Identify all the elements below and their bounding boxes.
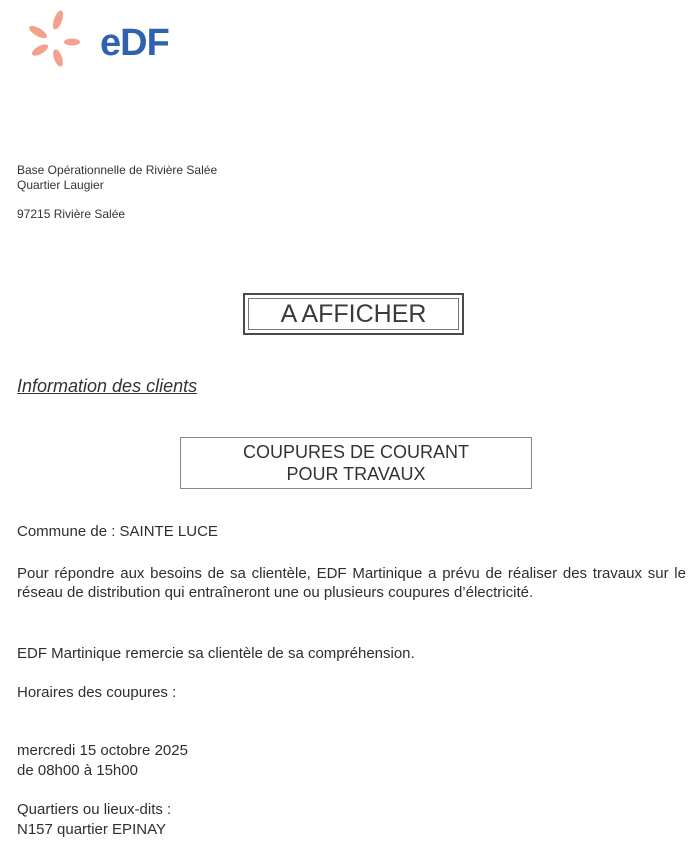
afficher-label: A AFFICHER [248,298,459,330]
commune-line: Commune de : SAINTE LUCE [17,523,218,540]
coupures-box [180,437,532,489]
address-line: Quartier Laugier [17,178,104,192]
intro-paragraph: Pour répondre aux besoins de sa clientèle, EDF Martinique a prévu de réaliser des travaux sur le réseau de distribution qui entraîneront une ou plusieurs coupures d’électricité. [17,565,686,601]
sender-address [17,163,217,222]
address-line: Base Opérationnelle de Rivière Salée [17,163,218,177]
outage-date: mercredi 15 octobre 2025 [17,742,188,759]
edf-flower-icon [20,6,90,70]
thanks-line: EDF Martinique remercie sa clientèle de sa compréhension. [17,645,415,662]
quartiers-label: Quartiers ou lieux-dits : [17,801,172,818]
coupures-line: COUPURES DE COURANT [242,442,470,462]
coupures-line: POUR TRAVAUX [286,464,426,484]
edf-logo [20,6,190,70]
edf-wordmark: eDF [100,22,169,64]
quartier-value: N157 quartier EPINAY [17,821,166,838]
afficher-box [243,293,464,335]
address-line: 97215 Rivière Salée [17,207,126,221]
outage-time: de 08h00 à 15h00 [17,762,138,779]
info-title: Information des clients [17,376,198,396]
horaires-label: Horaires des coupures : [17,684,177,701]
